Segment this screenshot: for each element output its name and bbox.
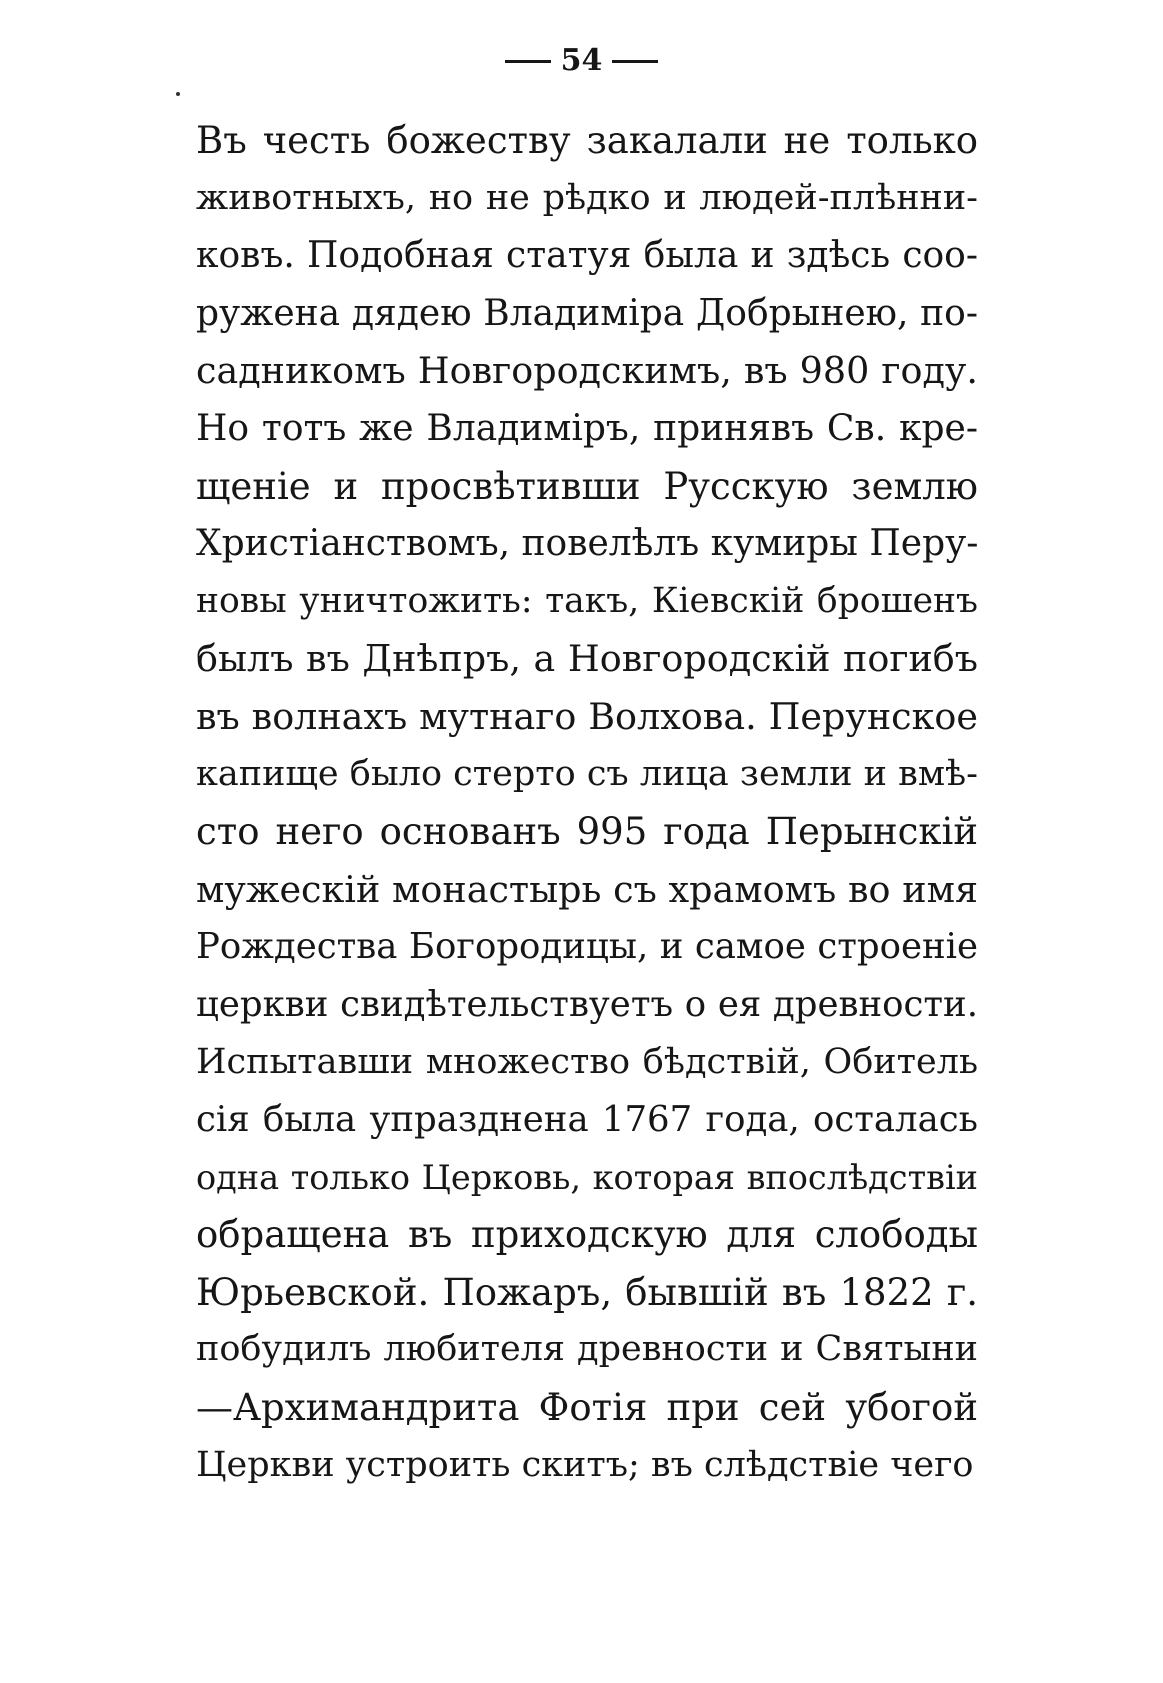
text-line: Церкви устроить скитъ; въ слѣдствіе чего bbox=[196, 1444, 974, 1485]
text-line: церкви свидѣтельствуетъ о ея древности. bbox=[196, 983, 978, 1025]
page-number: 54 bbox=[560, 43, 603, 78]
page-body-text bbox=[196, 112, 978, 1494]
text-line: одна только Церковь, которая впослѣдствіи bbox=[196, 1157, 978, 1197]
text-line: Христіанствомъ, повелѣлъ кумиры Перу- bbox=[196, 523, 979, 565]
text-line: животныхъ, но не рѣдко и людей-плѣнни- bbox=[196, 177, 978, 218]
text-line: Юрьевской. Пожаръ, бывшій въ 1822 г. bbox=[196, 1270, 978, 1314]
page-header bbox=[0, 42, 1163, 79]
text-line: побудилъ любителя древности и Святыни bbox=[196, 1329, 978, 1370]
text-line: Испытавши множество бѣдствій, Обитель bbox=[196, 1041, 978, 1082]
text-line: капище было стерто съ лица земли и вмѣ- bbox=[196, 753, 978, 794]
print-speck bbox=[176, 92, 180, 96]
text-line: Рождества Богородицы, и самое строеніе bbox=[196, 926, 978, 968]
text-line: —Архимандрита Фотія при сей убогой bbox=[196, 1386, 978, 1430]
header-dash-left bbox=[505, 60, 551, 63]
text-line: щеніе и просвѣтивши Русскую землю bbox=[196, 464, 978, 508]
text-line: ружена дядею Владиміра Добрынею, по- bbox=[196, 292, 978, 334]
text-line: садникомъ Новгородскимъ, въ 980 году. bbox=[196, 349, 978, 393]
text-line: Но тотъ же Владиміръ, принявъ Св. кре- bbox=[196, 407, 978, 449]
text-line: ковъ. Подобная статуя была и здѣсь соо- bbox=[196, 235, 978, 277]
text-line: новы уничтожить: такъ, Кіевскій брошенъ bbox=[196, 580, 978, 621]
text-line: сія была упразднена 1767 года, осталась bbox=[196, 1099, 978, 1141]
text-line: сто него основанъ 995 года Перынскій bbox=[196, 810, 978, 854]
header-dash-right bbox=[612, 60, 658, 63]
text-line: въ волнахъ мутнаго Волхова. Перунское bbox=[196, 694, 978, 738]
text-line: мужескій монастырь съ храмомъ во имя bbox=[196, 867, 978, 911]
text-line: обращена въ приходскую для слободы bbox=[196, 1213, 978, 1257]
text-line: Въ честь божеству закалали не только bbox=[196, 119, 978, 162]
text-line: былъ въ Днѣпръ, а Новгородскій погибъ bbox=[196, 637, 978, 681]
